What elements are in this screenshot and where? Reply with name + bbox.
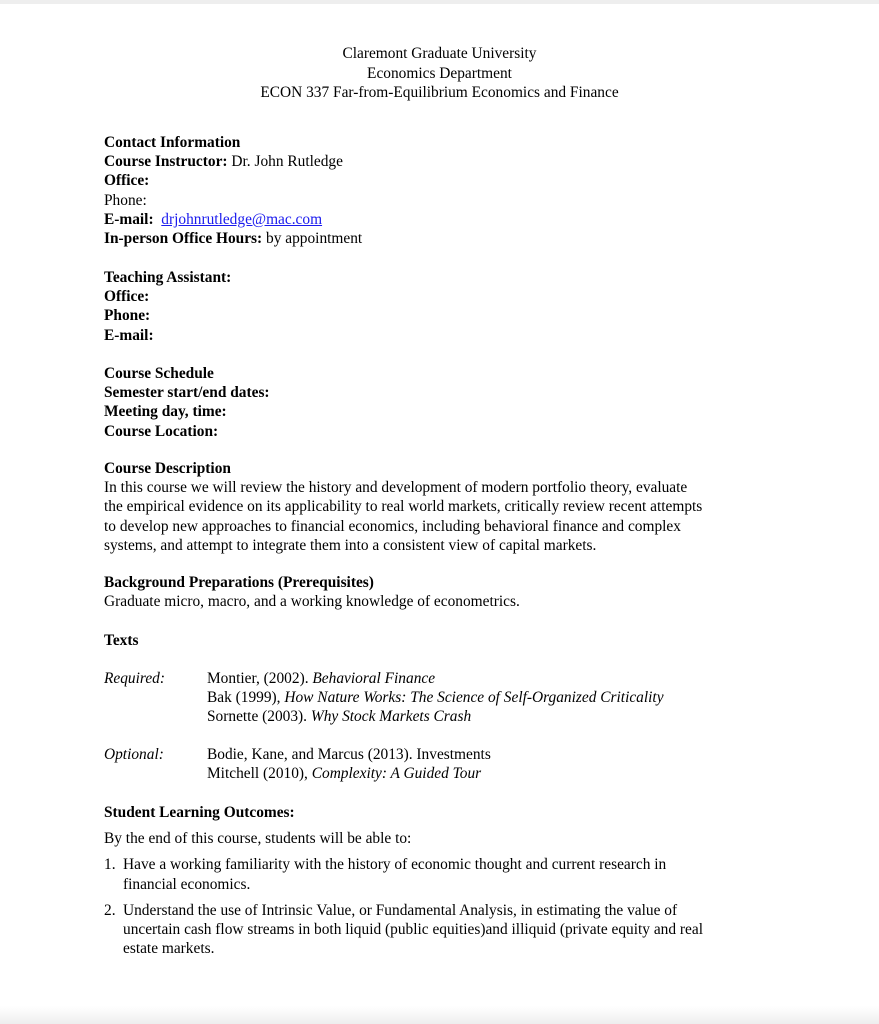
description-section (104, 459, 794, 555)
text-entry-title: Why Stock Markets Crash (310, 708, 472, 726)
text-entry (207, 669, 435, 688)
required-row (104, 707, 794, 726)
department-name: Economics Department (367, 64, 512, 82)
text-entry-author: Sornette (2003). (207, 708, 311, 726)
instructor-value: Dr. John Rutledge (227, 153, 343, 171)
office-label: Office: (104, 172, 150, 190)
email-line (104, 210, 794, 229)
course-location-label: Course Location: (104, 422, 219, 440)
outcomes-heading: Student Learning Outcomes: (104, 804, 295, 821)
ta-email-label: E-mail: (104, 326, 154, 344)
required-label: Required: (104, 670, 165, 687)
office-hours-line (104, 229, 794, 248)
optional-texts (104, 745, 794, 783)
outcome-line: Understand the use of Intrinsic Value, or Fundamental Analysis, in estimating the value of (123, 901, 678, 919)
text-entry-author: Mitchell (2010), (207, 765, 312, 783)
meeting-time-label: Meeting day, time: (104, 403, 227, 421)
description-line: to develop new approaches to financial economics, including behavioral finance and complex (104, 517, 681, 535)
contact-section (104, 133, 794, 248)
semester-dates-label: Semester start/end dates: (104, 384, 270, 402)
text-entry-author: Bak (1999), (207, 689, 285, 707)
text-entry-title: Behavioral Finance (312, 670, 436, 687)
contact-heading: Contact Information (104, 134, 241, 151)
ta-office-label: Office: (104, 288, 150, 306)
outcomes-intro: By the end of this course, students will be able to: (104, 830, 412, 848)
email-link[interactable]: drjohnrutledge@mac.com (161, 210, 323, 228)
prereq-heading: Background Preparations (Prerequisites) (104, 574, 374, 591)
office-hours-value: by appointment (262, 230, 363, 248)
instructor-line (104, 152, 794, 171)
text-entry-title: Complexity: A Guided Tour (311, 765, 482, 783)
document-header (0, 44, 879, 103)
outcome-item (104, 901, 794, 959)
required-row (104, 688, 794, 707)
course-title: ECON 337 Far-from-Equilibrium Economics and Finance (260, 84, 619, 101)
top-border (0, 0, 879, 4)
outcome-number: 1. (104, 856, 116, 874)
text-entry (207, 688, 664, 707)
ta-section (104, 268, 794, 345)
texts-heading: Texts (104, 632, 139, 649)
optional-row (104, 764, 794, 783)
instructor-label: Course Instructor: (104, 153, 228, 171)
text-entry-author: Bodie, Kane, and Marcus (2013). Investments (207, 746, 491, 763)
text-entry (207, 764, 481, 783)
text-entry-author: Montier, (2002). (207, 670, 313, 687)
outcome-item (104, 855, 794, 893)
outcomes-section (104, 803, 794, 958)
texts-section (104, 631, 794, 650)
required-row (104, 669, 794, 688)
schedule-heading: Course Schedule (104, 365, 214, 382)
outcome-number: 2. (104, 901, 116, 919)
schedule-section (104, 364, 794, 441)
ta-phone-label: Phone: (104, 307, 151, 325)
ta-heading: Teaching Assistant: (104, 269, 232, 286)
text-entry (207, 707, 471, 726)
outcome-line: Have a working familiarity with the history of economic thought and current research in (123, 856, 667, 874)
text-entry-title: How Nature Works: The Science of Self-Organized Criticality (284, 689, 664, 707)
university-name: Claremont Graduate University (342, 45, 537, 62)
outcome-line: uncertain cash flow streams in both liquid (public equities)and illiquid (private equity and real (123, 921, 703, 939)
bottom-border (0, 1006, 879, 1024)
office-hours-label: In-person Office Hours: (104, 230, 263, 248)
optional-row (104, 745, 794, 764)
prereq-text: Graduate micro, macro, and a working knowledge of econometrics. (104, 593, 520, 611)
text-entry (207, 745, 491, 764)
description-line: the empirical evidence on its applicability to real world markets, critically review recent attempts (104, 498, 703, 516)
description-line: In this course we will review the history and development of modern portfolio theory, evaluate (104, 479, 688, 497)
required-texts (104, 669, 794, 727)
email-label: E-mail: (104, 210, 154, 228)
optional-label: Optional: (104, 746, 164, 763)
outcome-line: financial economics. (123, 875, 251, 893)
outcome-line: estate markets. (123, 940, 215, 958)
description-line: systems, and attempt to integrate them into a consistent view of capital markets. (104, 536, 597, 554)
description-heading: Course Description (104, 460, 231, 477)
prereq-section (104, 573, 794, 611)
phone-label: Phone: (104, 191, 147, 209)
